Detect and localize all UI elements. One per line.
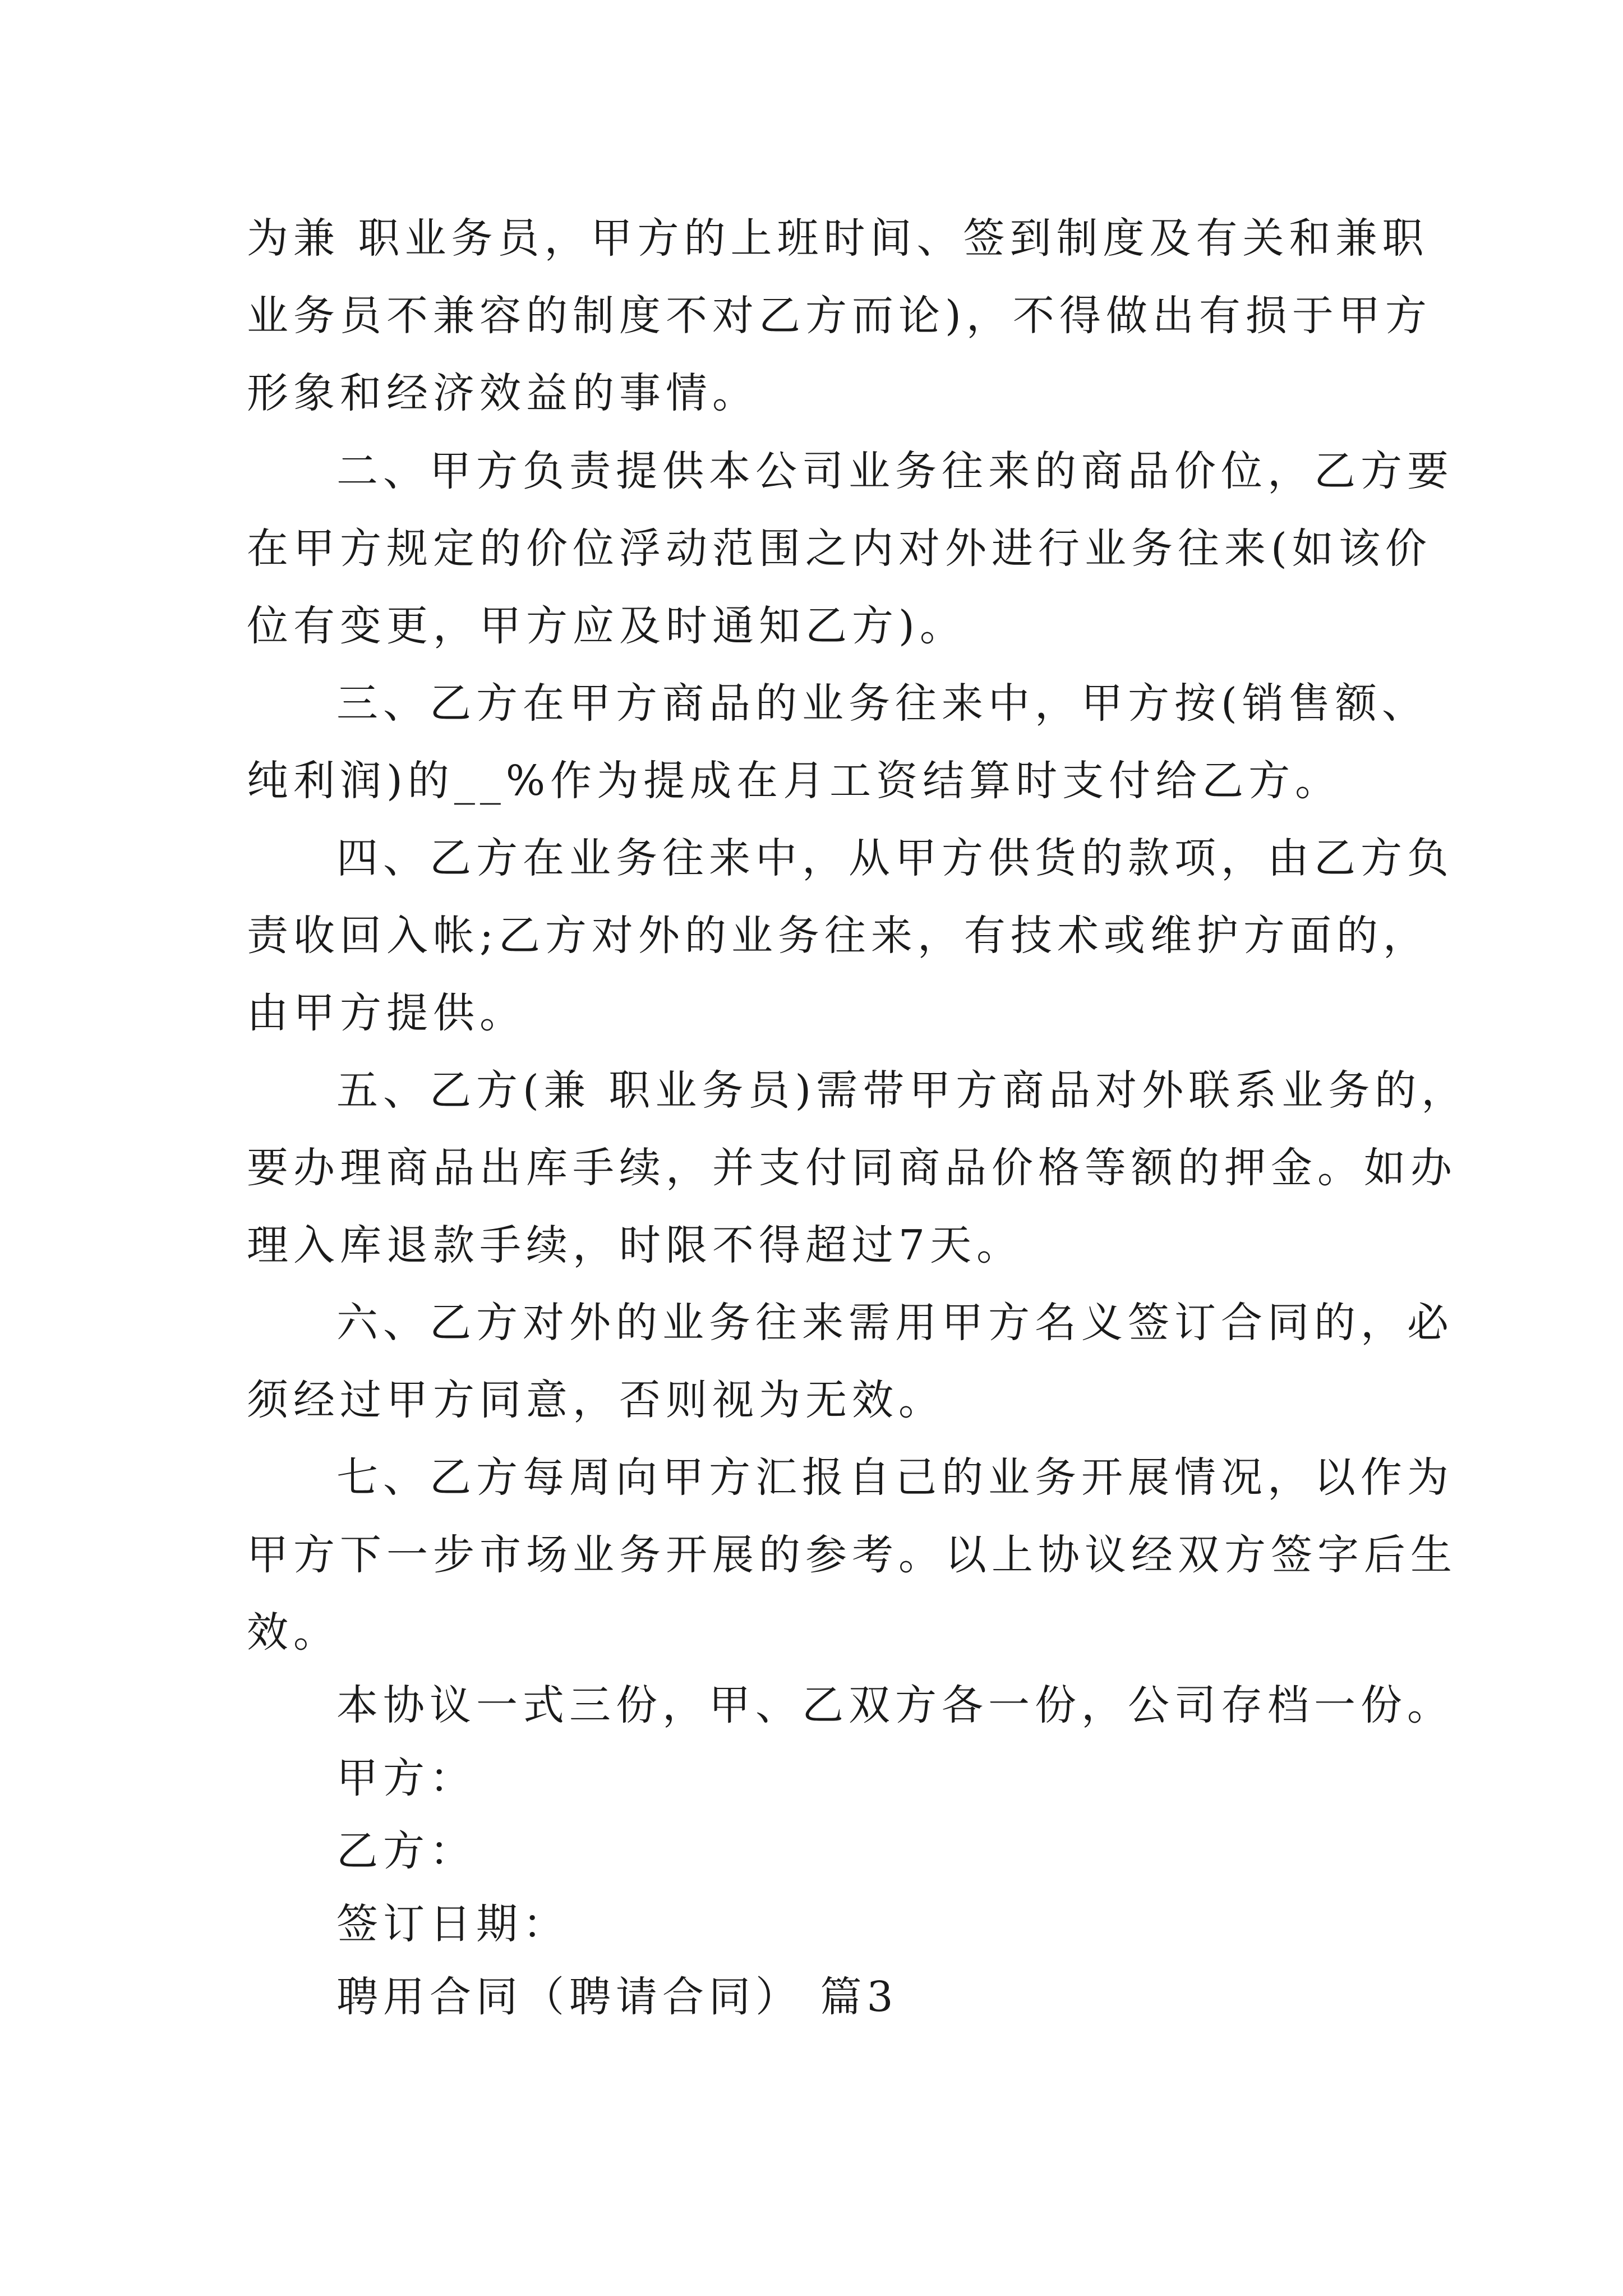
paragraph-1-line-3: 形象和经济效益的事情。 (247, 369, 759, 417)
party-b-signature-label: 乙方： (336, 1827, 476, 1875)
clause-2-line-1: 二、甲方负责提供本公司业务往来的商品价位，乙方要 (336, 447, 1454, 495)
paragraph-1-line-1: 为兼 职业务员，甲方的上班时间、签到制度及有关和兼职 (247, 214, 1429, 263)
clause-4-line-3: 由甲方提供。 (247, 989, 526, 1037)
clause-7-line-1: 七、乙方每周向甲方汇报自己的业务开展情况，以作为 (336, 1453, 1454, 1502)
clause-2-line-2: 在甲方规定的价位浮动范围之内对外进行业务往来(如该价 (247, 524, 1432, 573)
clause-6-line-2: 须经过甲方同意，否则视为无效。 (247, 1376, 945, 1424)
clause-2-line-3: 位有变更，甲方应及时通知乙方)。 (247, 602, 966, 650)
clause-4-line-1: 四、乙方在业务往来中，从甲方供货的款项，由乙方负 (336, 834, 1454, 882)
clause-5-line-1: 五、乙方(兼 职业务员)需带甲方商品对外联系业务的， (336, 1066, 1468, 1115)
clause-5-line-3: 理入库退款手续，时限不得超过7天。 (247, 1221, 1023, 1269)
party-a-signature-label: 甲方： (336, 1754, 476, 1802)
paragraph-1-line-2: 业务员不兼容的制度不对乙方而论)，不得做出有损于甲方 (247, 292, 1432, 340)
clause-4-line-2: 责收回入帐;乙方对外的业务往来，有技术或维护方面的， (247, 912, 1430, 960)
clause-5-line-2: 要办理商品出库手续，并支付同商品价格等额的押金。如办 (247, 1144, 1457, 1192)
copies-statement: 本协议一式三份，甲、乙双方各一份，公司存档一份。 (336, 1681, 1454, 1729)
clause-7-line-2: 甲方下一步市场业务开展的参考。以上协议经双方签字后生 (247, 1531, 1457, 1579)
clause-3-line-2: 纯利润)的__%作为提成在月工资结算时支付给乙方。 (247, 757, 1342, 805)
signing-date-label: 签订日期： (336, 1900, 569, 1948)
clause-7-line-3: 效。 (247, 1608, 340, 1657)
next-section-heading: 聘用合同（聘请合同） 篇3 (336, 1973, 898, 2021)
clause-3-line-1: 三、乙方在甲方商品的业务往来中，甲方按(销售额、 (336, 679, 1428, 728)
clause-6-line-1: 六、乙方对外的业务往来需用甲方名义签订合同的，必 (336, 1299, 1454, 1347)
